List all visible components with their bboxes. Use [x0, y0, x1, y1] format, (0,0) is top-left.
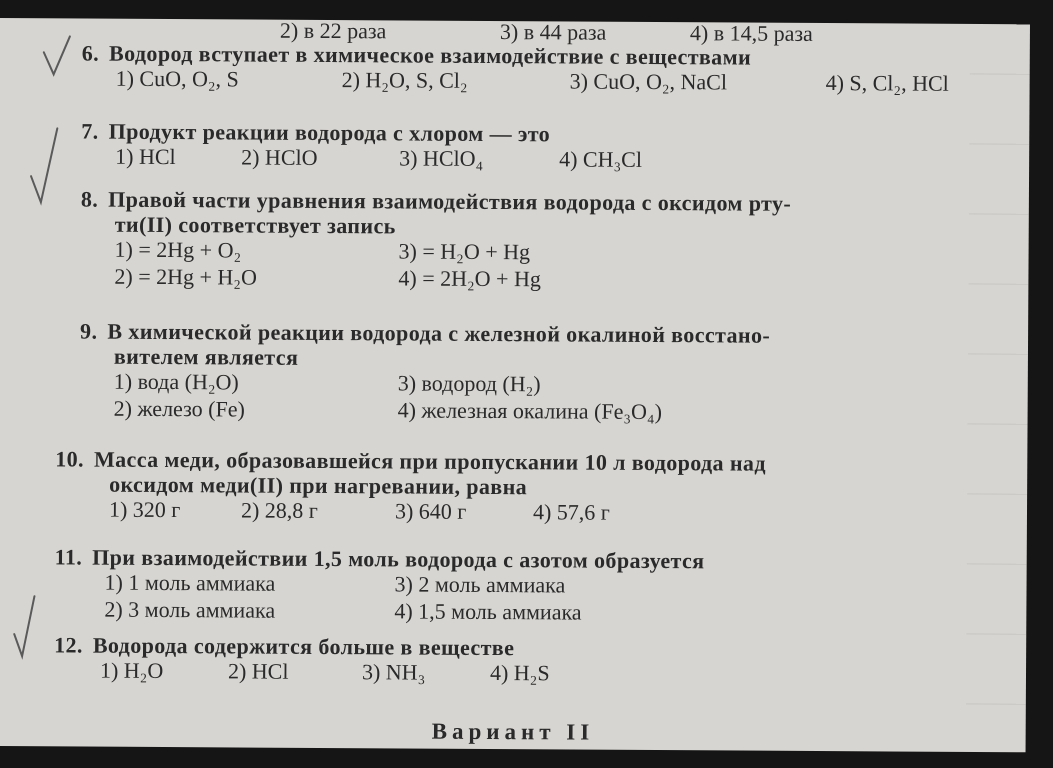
question-number: 6. [81, 40, 100, 66]
answer-option: 2) 28,8 г [240, 497, 318, 523]
answer-option: 4) H₂S [489, 660, 550, 686]
answer-option: 3) CuO, O₂, NaCl [569, 68, 728, 95]
variant-heading: Вариант II [431, 718, 595, 745]
answer-option: 3) 2 моль аммиака [394, 571, 566, 598]
answer-option: 1) H₂O [99, 657, 164, 684]
answer-option: 1) 1 моль аммиака [104, 569, 276, 596]
answer-option: 1) вода (H₂O) [113, 368, 239, 395]
answer-option: 4) CH₃Cl [559, 146, 643, 172]
answer-option: 2) железо (Fe) [113, 395, 245, 422]
bleed-through-lines [966, 54, 1030, 734]
question-text-continued: ти(II) соответствует запись [114, 211, 396, 239]
question-text: В химической реакции водорода с железной окалиной восстано- [107, 318, 771, 348]
answer-option: 3) HClO₄ [399, 145, 484, 171]
answer-option: 4) железная окалина (Fe₃O₄) [397, 397, 663, 425]
question-number: 7. [81, 118, 99, 144]
answer-option: 1) 320 г [108, 496, 181, 523]
question-11 [54, 544, 704, 627]
question-7 [81, 118, 643, 173]
answer-option: 3) NH₃ [361, 659, 426, 685]
question-8 [80, 186, 791, 294]
answer-option: 2) = 2Hg + H₂O [114, 263, 257, 290]
answer-option: 4) 57,6 г [532, 499, 610, 525]
check-mark-icon [40, 34, 80, 82]
prev-option: 2) в 22 раза [279, 18, 387, 44]
question-text: Правой части уравнения взаимодействия водорода с оксидом рту- [108, 186, 792, 216]
question-10 [55, 446, 766, 527]
answer-option: 2) 3 моль аммиака [104, 596, 276, 623]
answer-option: 4) S, Cl₂, HCl [825, 70, 949, 96]
answer-option: 1) CuO, O₂, S [115, 65, 239, 92]
question-number: 10. [55, 446, 85, 472]
answer-option: 3) = H₂O + Hg [398, 238, 531, 265]
prev-option: 4) в 14,5 раза [689, 20, 813, 46]
check-mark-icon [10, 594, 46, 660]
question-12 [54, 632, 550, 687]
question-number: 9. [80, 318, 98, 344]
question-text: Водорода содержится больше в веществе [92, 632, 515, 661]
question-6 [81, 40, 949, 97]
answer-option: 4) 1,5 моль аммиака [394, 598, 582, 625]
question-number: 11. [54, 544, 83, 570]
question-9 [80, 318, 771, 426]
answer-option: 3) водород (H₂) [397, 370, 541, 397]
worksheet-page [0, 18, 1030, 752]
question-text: При взаимодействии 1,5 моль водорода с азотом образуется [92, 544, 705, 574]
question-text: Продукт реакции водорода с хлором — это [108, 118, 551, 147]
answer-option: 2) HClO [241, 144, 318, 170]
prev-option: 3) в 44 раза [499, 19, 607, 45]
answer-option: 2) H₂O, S, Cl₂ [341, 67, 468, 93]
question-number: 8. [80, 186, 99, 212]
question-text: Масса меди, образовавшейся при пропускании 10 л водорода над [93, 446, 766, 476]
answer-option: 1) HCl [115, 143, 176, 170]
answer-option: 3) 640 г [394, 498, 467, 524]
question-number: 12. [54, 632, 83, 658]
check-mark-icon [27, 126, 67, 206]
question-text-continued: вителем является [113, 343, 299, 370]
answer-option: 1) = 2Hg + O₂ [114, 236, 242, 263]
answer-option: 2) HCl [227, 658, 289, 684]
question-text: Водород вступает в химическое взаимодействие с веществами [109, 40, 752, 70]
answer-option: 4) = 2H₂O + Hg [398, 265, 541, 292]
question-text-continued: оксидом меди(II) при нагревании, равна [109, 471, 528, 500]
